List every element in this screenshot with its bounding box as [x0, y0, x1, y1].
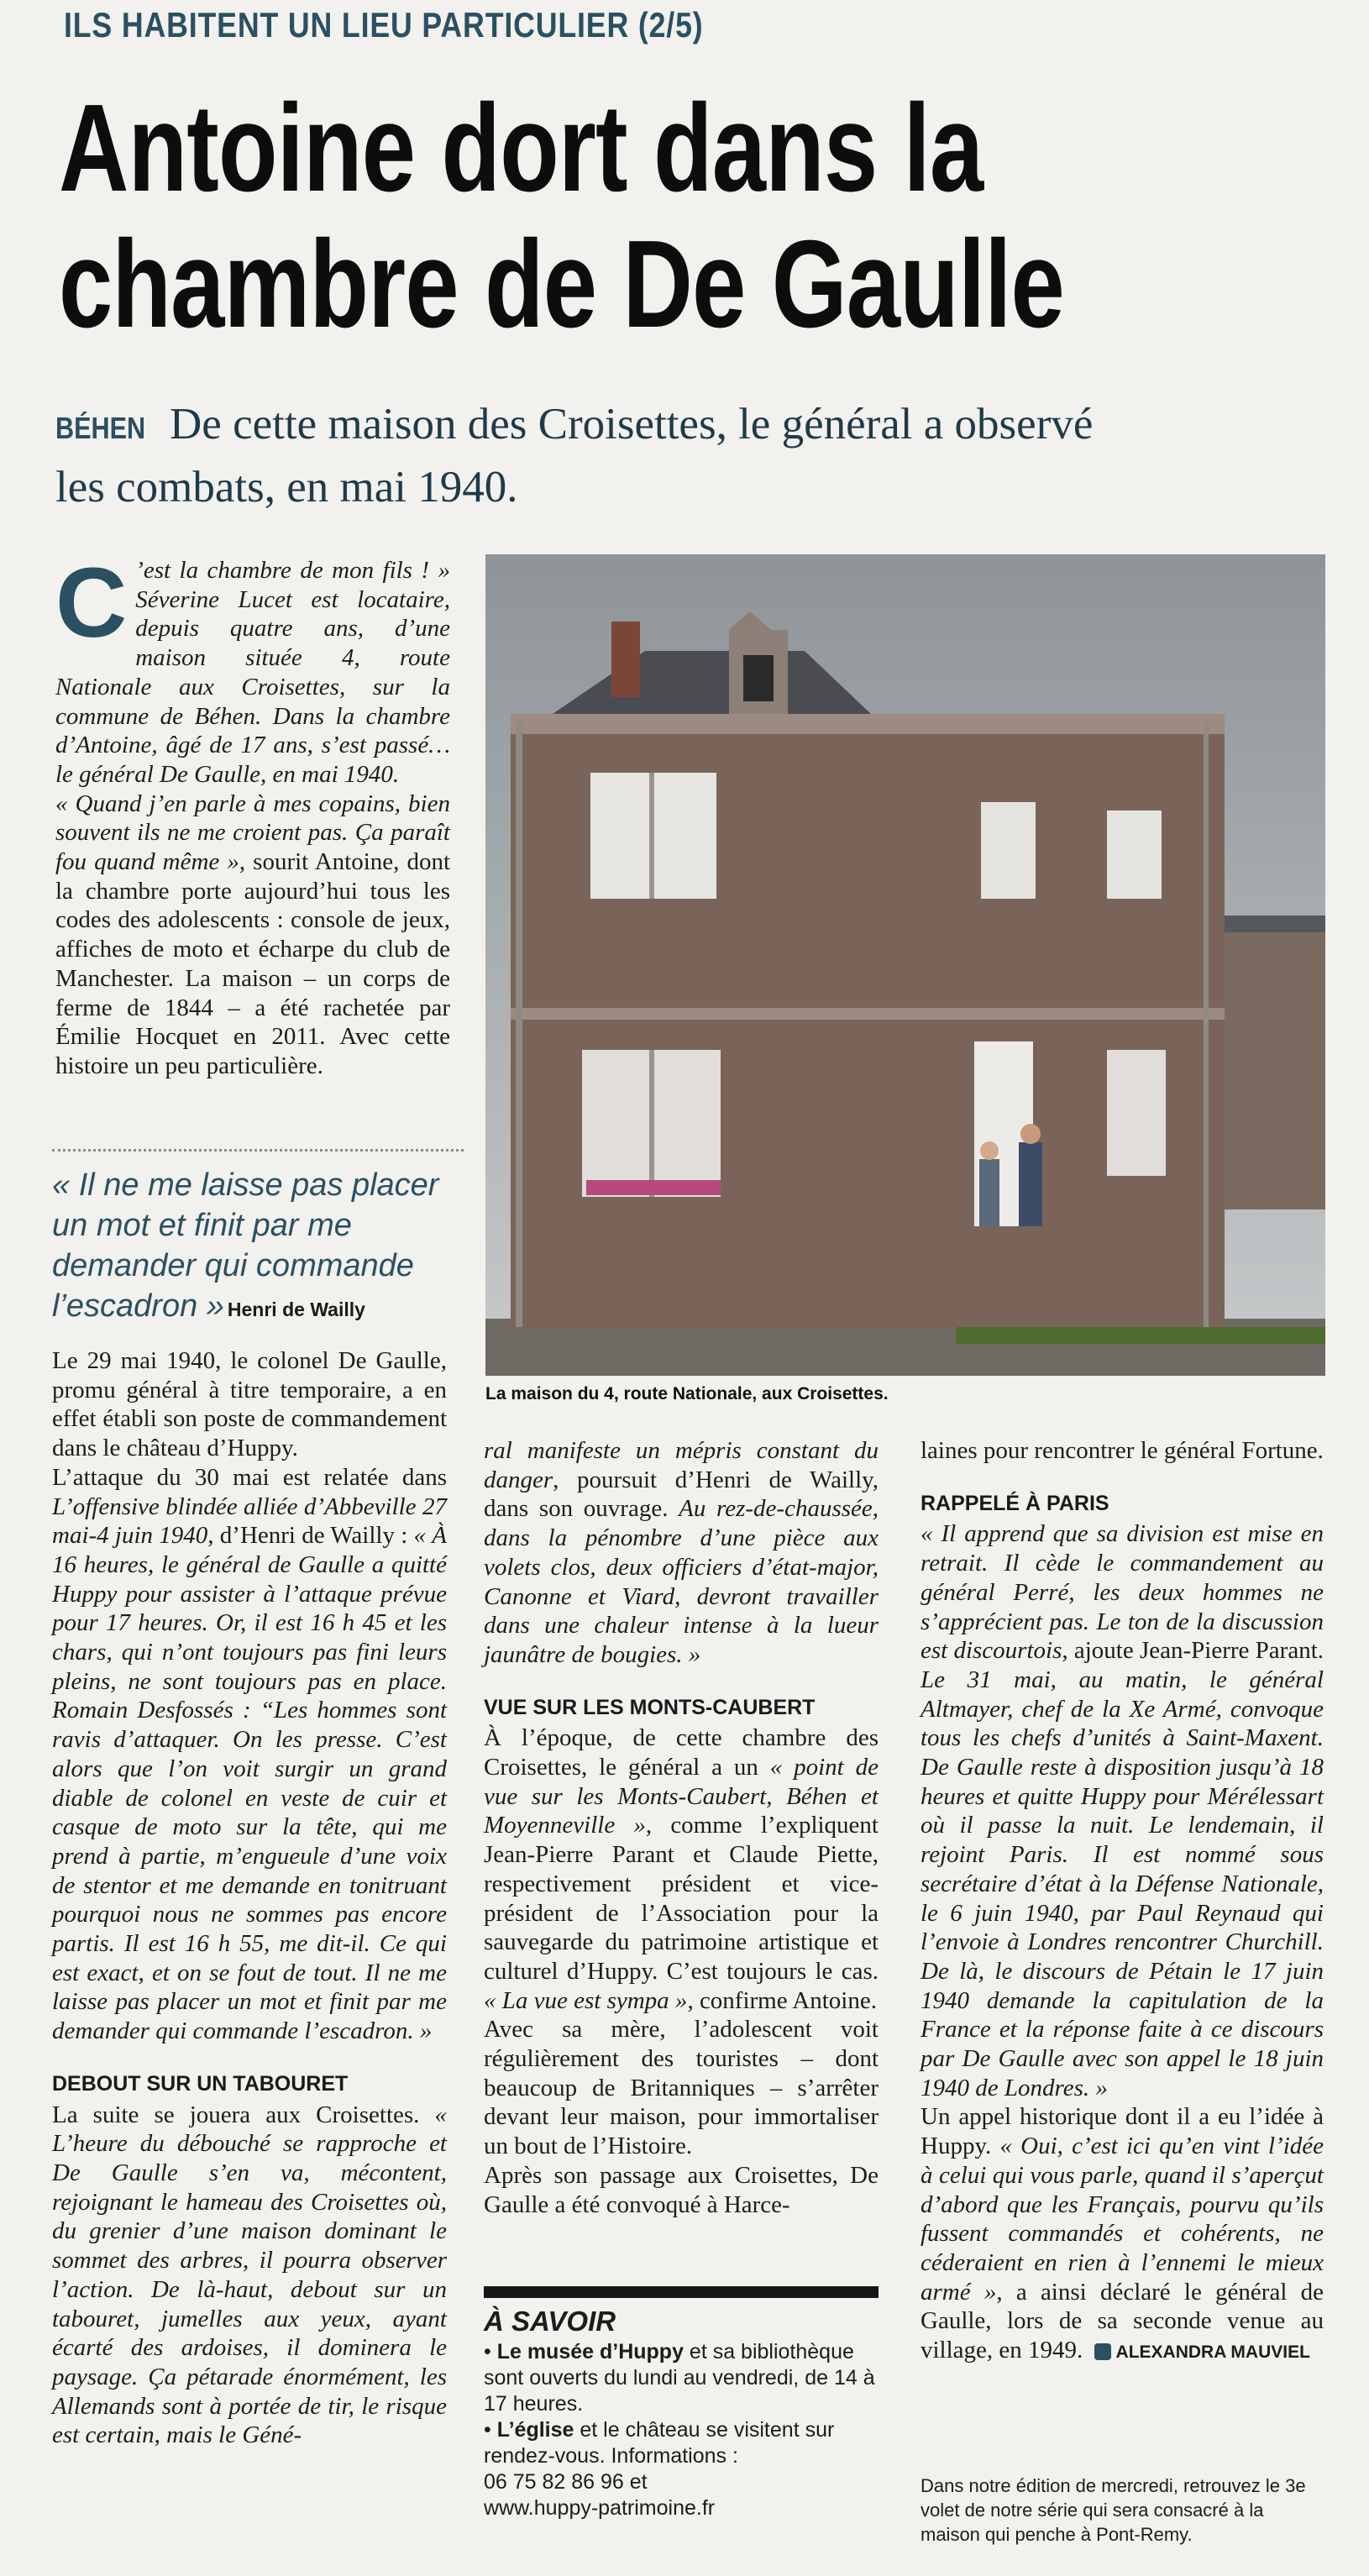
col1-paragraph-3a: La suite se jouera aux Croisettes.	[52, 2101, 435, 2128]
col1-paragraph-2b: , d’Henri de Wailly :	[207, 1522, 414, 1550]
col3-paragraph-2b: , ajoute Jean-Pierre Parant.	[1062, 1637, 1324, 1665]
section-heading-tabouret: DEBOUT SUR UN TABOURET	[52, 2071, 349, 2096]
pull-quote	[52, 1149, 464, 1326]
col2-quote-2: Au rez-de-chaussée, dans la pénombre d’une pièce aux volets clos, deux officiers d’état-major, Canonne et Viard, devront travailler dans une chaleur intense à la lueur jaunâtre de bougies. »	[484, 1495, 879, 1668]
house-photo	[485, 554, 1325, 1376]
subheading-text: De cette maison des Croisettes, le général a observé les combats, en mai 1940.	[55, 400, 1094, 512]
column-2	[484, 1436, 879, 2219]
col2-paragraph-4: Après son passage aux Croisettes, De Gaulle a été convoqué à Harce-	[484, 2161, 879, 2218]
col1-book-title: L’offensive blindée alliée d’Abbeville 27 mai-4 juin 1940	[52, 1493, 447, 1550]
intro-paragraph-1: ’est la chambre de mon fils ! » Séverine Lucet est locataire, depuis quatre ans, d’une maison située 4, route Nationale aux Croisettes, sur la commune de Béhen. Dans la chambre d’Antoine, âgé de 17 ans, s’est passé… le général De Gaulle, en mai 1940.	[55, 557, 450, 788]
photo-caption: La maison du 4, route Nationale, aux Croisettes.	[485, 1384, 889, 1403]
col3-paragraph-1: laines pour rencontrer le général Fortune.	[921, 1437, 1324, 1464]
col2-paragraph-2c: , confirme Antoine.	[687, 1986, 877, 2014]
col2-paragraph-3: Avec sa mère, l’adolescent voit régulièrement des touristes – dont beaucoup de Britanniques – s’arrêter devant leur maison, pour immortaliser un bout de l’Histoire.	[484, 2016, 879, 2160]
col2-quote-1: ral manifeste un mépris constant du danger	[484, 1437, 879, 1493]
col3-paragraph-3b: , a ainsi déclaré le général de Gaulle, lors de sa seconde venue au village, en 1949.	[921, 2278, 1324, 2364]
column-1	[52, 1346, 447, 2450]
col3-quote-1: « Il apprend que sa division est mise en retrait. Il cède le commandement au général Perré, les deux hommes ne s’apprécient pas. Le ton de la discussion est discourtois	[921, 1520, 1324, 1665]
intro-quote: « Quand j’en parle à mes copains, bien souvent ils ne me croient pas. Ça paraît fou quand même »	[55, 790, 450, 876]
intro-column	[55, 548, 450, 1081]
col3-quote-3: « Oui, c’est ici qu’en vint l’idée à celui qui vous parle, quand il s’aperçut d’abord que les Français, pourvu qu’ils fussent commandés et cohérents, ne céderaient en rien à l’ennemi le mieux armé »	[921, 2133, 1324, 2306]
section-heading-monts-caubert: VUE SUR LES MONTS-CAUBERT	[484, 1695, 816, 1719]
author-mark-icon	[1094, 2343, 1111, 2360]
headline-line-1: Antoine dort dans la	[59, 79, 983, 218]
info-item-2: • L’église et le château se visitent sur rendez-vous. Informations :	[484, 2418, 835, 2468]
info-item-2-text: et le château se visitent sur rendez-vous. Informations :	[484, 2418, 835, 2468]
pull-quote-author: Henri de Wailly	[227, 1298, 365, 1320]
col1-quote: « À 16 heures, le général de Gaulle a quitté Huppy pour assister à l’attaque prévue pour 17 heures. Or, il est 16 h 45 et les chars, qui n’ont toujours pas fini leurs pleins, ne sont toujours pas en place. Romain Desfossés : “Les hommes sont ravis d’attaquer. On les presse. C’est alors que l’on voit surgir un grand diable de colonel en veste de cuir et casque de moto sur la tête, qui me prend à partie, m’engueule d’une voix de stentor et me demande en tonitruant pourquoi nous ne sommes pas encore partis. Il est 16 h 55, me dit-il. Ce qui est exact, et on se fout de tout. Il ne me laisse pas placer un mot et finit par me demander qui commande l’escadron. »	[52, 1522, 448, 2045]
col1-paragraph-2a: L’attaque du 30 mai est relatée dans	[52, 1463, 447, 1491]
info-item-2-bold: L’église	[496, 2418, 574, 2442]
author-byline: ALEXANDRA MAUVIEL	[1115, 2343, 1310, 2363]
info-box	[484, 2286, 879, 2521]
info-box-title: À SAVOIR	[484, 2306, 616, 2337]
section-heading-paris: RAPPELÉ À PARIS	[921, 1491, 1109, 1515]
info-url: www.huppy-patrimoine.fr	[484, 2496, 716, 2520]
col3-paragraph-3a: Un appel historique dont il a eu l’idée à Huppy.	[921, 2103, 1324, 2160]
col2-paragraph-2a: À l’époque, de cette chambre des Croisettes, le général a un	[484, 1724, 879, 1781]
intro-paragraph-2: , sourit Antoine, dont la chambre porte aujourd’hui tous les codes des adolescents : console de jeux, affiches de moto et écharpe du club de Manchester. La maison – un corps de ferme de 1844 – a été rachetée par Émilie Hocquet en 2011. Avec cette histoire un peu particulière.	[55, 848, 450, 1079]
pull-quote-text: « Il ne me laisse pas placer un mot et finit par me demander qui commande l’escadron »	[52, 1167, 439, 1324]
column-3	[921, 1436, 1324, 2368]
info-item-1-bold: Le musée d’Huppy	[496, 2340, 684, 2364]
info-item-1: • Le musée d’Huppy et sa bibliothèque sont ouverts du lundi au vendredi, de 14 à 17 heures.	[484, 2340, 875, 2416]
dateline-place: BÉHEN	[55, 411, 146, 445]
col2-quote-4: « La vue est sympa »	[484, 1986, 688, 2014]
drop-cap: C	[55, 548, 128, 658]
col1-quote-2: « L’heure du débouché se rapproche et De Gaulle s’en va, mécontent, rejoignant le hameau des Croisettes où, du grenier d’une maison dominant le sommet des arbres, il pourra observer l’action. De là-haut, debout sur un tabouret, jumelles aux yeux, ayant écarté des ardoises, il dominera le paysage. Ça pétarade énormément, les Allemands sont à portée de tir, le risque est certain, mais le Géné-	[52, 2101, 447, 2449]
col1-paragraph-1: Le 29 mai 1940, le colonel De Gaulle, promu général à titre temporaire, a en effet établi son poste de commandement dans le château d’Huppy.	[52, 1347, 447, 1462]
subheading	[55, 395, 1105, 517]
col2-paragraph-2b: , comme l’expliquent Jean-Pierre Parant et Claude Piette, respectivement président et vice-président de l’Association pour la sauvegarde du patrimoine artistique et culturel d’Huppy. C’est toujours le cas.	[484, 1812, 879, 1985]
col3-quote-2: Le 31 mai, au matin, le général Altmayer, chef de la Xe Armé, convoque tous les chefs d’unités à Saint-Maxent. De Gaulle reste à disposition jusqu’à 18 heures et quitte Huppy pour Mérélessart où il passe la nuit. Le lendemain, il rejoint Paris. Il est nommé sous secrétaire d’état à la Défense Nationale, le 6 juin 1940, par Paul Reynaud qui l’envoie à Londres rencontrer Churchill. De là, le discours de Pétain le 17 juin 1940 demande la capitulation de la France et la réponse faite à ce discours par De Gaulle avec son appel le 18 juin 1940 de Londres. »	[921, 1666, 1324, 2101]
headline-line-2: chambre de De Gaulle	[59, 215, 1064, 354]
kicker: ILS HABITENT UN LIEU PARTICULIER (2/5)	[64, 5, 704, 45]
house-illustration	[485, 554, 1325, 1376]
info-phone: 06 75 82 86 96 et	[484, 2470, 648, 2494]
series-footnote: Dans notre édition de mercredi, retrouvez le 3e volet de notre série qui sera consacré à la maison qui penche à Pont-Remy.	[921, 2475, 1306, 2545]
headline	[59, 79, 1064, 354]
info-item-1-text: et sa bibliothèque sont ouverts du lundi au vendredi, de 14 à 17 heures.	[484, 2340, 875, 2416]
col2-paragraph-1b: , poursuit d’Henri de Wailly, dans son ouvrage.	[484, 1466, 879, 1523]
col2-quote-3: « point de vue sur les Monts-Caubert, Béhen et Moyenneville »	[484, 1754, 879, 1839]
